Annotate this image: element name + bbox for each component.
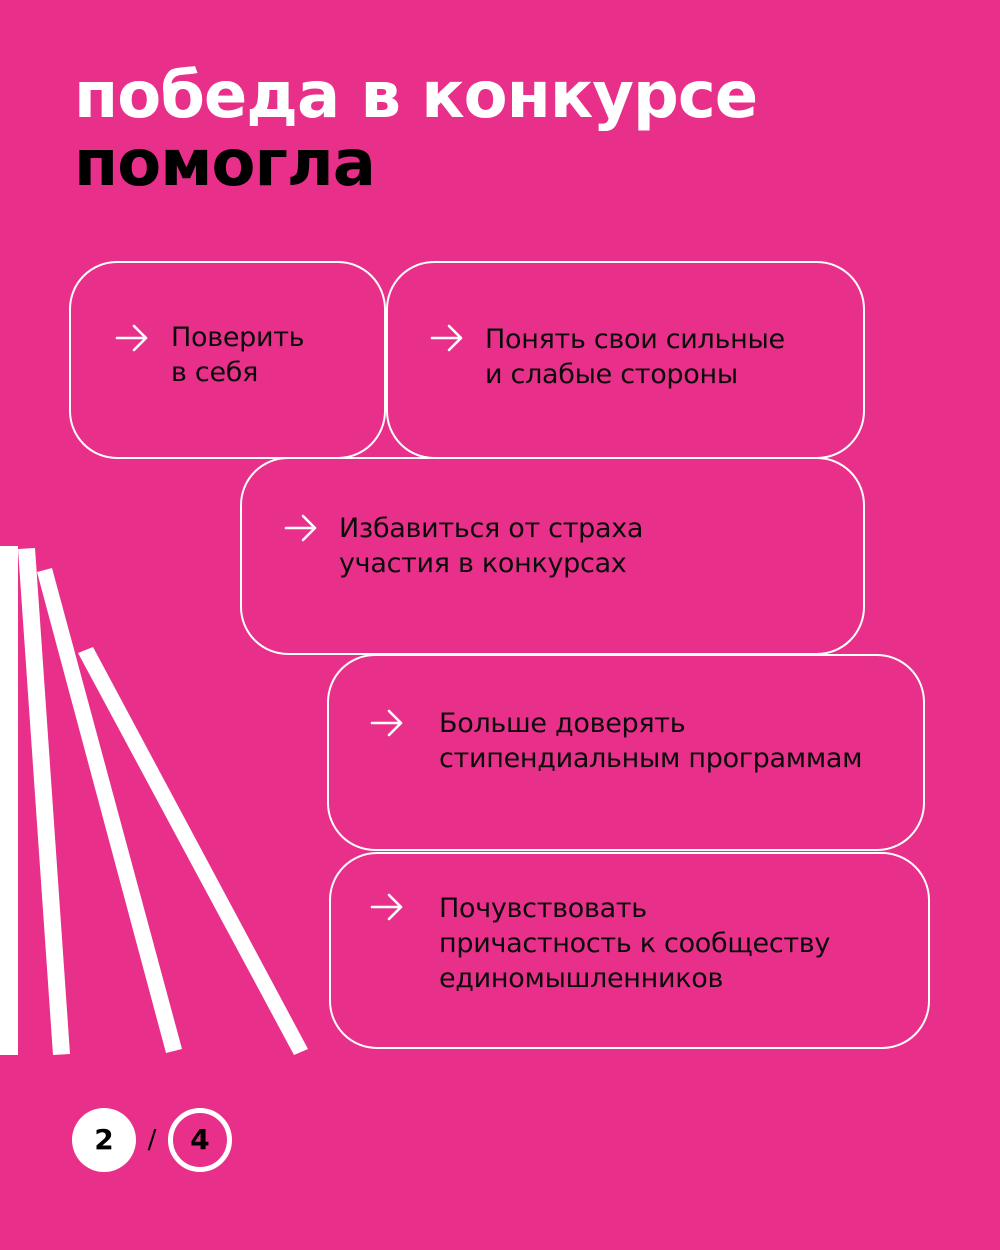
benefit-text: Поверить в себя — [171, 322, 305, 388]
benefit-text: Избавиться от страха участия в конкурсах — [339, 513, 644, 579]
current-page-badge: 2 — [72, 1108, 136, 1172]
arrow-right-icon — [370, 708, 404, 738]
decorative-bar — [0, 546, 18, 1055]
title-line-black: помогла — [74, 127, 375, 201]
page-title — [74, 59, 758, 201]
benefit-text: Почувствовать причастность к сообществу единомышленников — [439, 893, 831, 994]
arrow-right-icon — [284, 513, 318, 543]
benefit-card-believe — [69, 261, 386, 459]
benefit-text: Понять свои сильные и слабые стороны — [485, 324, 785, 390]
total-pages-badge: 4 — [168, 1108, 232, 1172]
benefit-card-strengths — [386, 261, 865, 459]
title-line-white: победа в конкурсе — [74, 59, 758, 133]
page-separator: / — [147, 1125, 157, 1155]
pagination — [72, 1108, 242, 1172]
benefit-card-community — [329, 852, 930, 1049]
arrow-right-icon — [430, 323, 464, 353]
arrow-right-icon — [115, 323, 149, 353]
benefit-card-trust — [327, 654, 925, 851]
arrow-right-icon — [370, 892, 404, 922]
benefit-card-fear — [240, 457, 865, 655]
benefit-text: Больше доверять стипендиальным программам — [439, 708, 863, 774]
